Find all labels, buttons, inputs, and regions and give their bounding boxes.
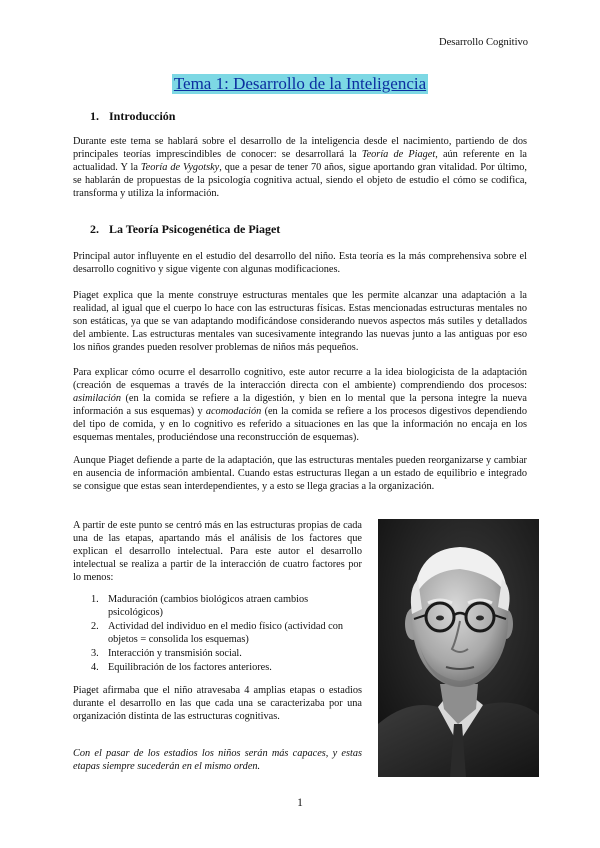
title-block [0, 74, 600, 94]
list-item-text: Actividad del individuo en el medio físico (actividad con objetos = consolida los esquemas) [108, 621, 344, 645]
factors-list [73, 593, 363, 675]
list-item [73, 661, 363, 674]
p3-text-c: (en la comida se refiere a la digestión, y bien en lo mental que la persona integre la nueva información a sus esquemas) y [73, 393, 527, 417]
list-item-number: 1. [91, 594, 99, 605]
piaget-paragraph-2: Piaget explica que la mente construye estructuras mentales que les permite alcanzar una adaptación a la realidad, al igual que el cuerpo lo hace con las estructuras físicas. Estas mencionadas estructuras mentales no son estáticas, ya que se van adaptando modificándose considerando nuevos aspectos más sutiles y detallados del ambiente. Las estructuras mentales van sucesivamente integrando las nuevas junto a las antiguas por eso los niños grandes pueden resolver problemas de niños más pequeños. [73, 290, 527, 353]
p3-text-a: Para explicar cómo ocurre el desarrollo cognitivo, este autor recurre a la idea biologicista de la adaptación (creación de esquemas a través de la interacción directa con el ambiente) comprendiendo dos procesos: [73, 367, 527, 391]
closing-italic-note: Con el pasar de los estadios los niños serán más capaces, y estas etapas siempre sucederán en el mismo orden. [73, 748, 362, 772]
section-1-title: Introducción [109, 109, 176, 123]
piaget-paragraph-3 [73, 366, 527, 444]
list-item [73, 620, 363, 646]
list-item-text: Maduración (cambios biológicos atraen cambios psicológicos) [108, 594, 309, 618]
page-title: Tema 1: Desarrollo de la Inteligencia [173, 74, 427, 93]
section-2-title: La Teoría Psicogenética de Piaget [109, 222, 281, 236]
intro-text-c: , aún referente en la actualidad. Y la [73, 149, 528, 173]
p3-text-e: (en la comida se refiere a los procesos digestivos dependiendo del tipo de comida, y en lo cognitivo es referido a situaciones en las que la información no encaja en los esquemas mentales, produciéndose una reconstrucción de esquemas). [73, 406, 527, 443]
list-item-text: Interacción y transmisión social. [108, 648, 242, 659]
piaget-paragraph-4: Aunque Piaget defiende a parte de la adaptación, que las estructuras mentales pueden reorganizarse y cambiar en ausencia de información ambiental. Cuando estas estructuras llegan a un estado de equilibrio e integrado se consigue que estas sean interdependientes, y a esto se llega gracias a la organización. [73, 455, 527, 492]
p3-acomodacion: acomodación [205, 406, 262, 417]
section-2-number: 2. [90, 222, 99, 236]
piaget-paragraph-6: Piaget afirmaba que el niño atravesaba 4 amplias etapas o estadios durante el desarrollo en las que cada una se caracterizaba por una organización distinta de las estructuras cognitivas. [73, 685, 362, 722]
list-item-number: 2. [91, 621, 99, 632]
piaget-portrait-photo [378, 519, 539, 777]
list-item-number: 4. [91, 662, 99, 673]
intro-text-a: Durante este tema se hablará sobre el desarrollo de la inteligencia desde el nacimiento, partiendo de dos principales teorías imprescindibles de conocer: se desarrollará la [73, 136, 527, 160]
list-item [73, 647, 363, 660]
piaget-paragraph-1: Principal autor influyente en el estudio del desarrollo del niño. Esta teoría es la más comprehensiva sobre el desarrollo cognitivo y sigue vigente con algunas modificaciones. [73, 251, 527, 275]
section-2-heading [90, 222, 280, 237]
piaget-paragraph-5: A partir de este punto se centró más en las estructuras propias de cada una de las etapas, apartando más el análisis de los factores que explican el desarrollo intelectual. Para este autor el desarrollo intelectual se realiza a partir de la interacción de cuatro factores por lo menos: [73, 520, 362, 583]
intro-text-vygotsky: Teoría de Vygotsky [140, 162, 220, 173]
intro-paragraph [73, 135, 527, 200]
intro-text-e: , que a pesar de tener 70 años, sigue aportando gran vitalidad. Por último, se hablarán de propuestas de la psicología cognitiva actual, siendo el objeto de estudio el cómo se codifica, transforma y utiliza la información. [73, 162, 527, 199]
running-header: Desarrollo Cognitivo [439, 37, 528, 48]
page-number: 1 [297, 797, 303, 809]
section-1-number: 1. [90, 109, 99, 123]
intro-text-piaget: Teoría de Piaget [361, 149, 436, 160]
list-item-text: Equilibración de los factores anteriores. [108, 662, 272, 673]
list-item [73, 593, 363, 619]
list-item-number: 3. [91, 648, 99, 659]
p3-asimilacion: asimilación [73, 393, 122, 404]
section-1-heading [90, 109, 175, 124]
